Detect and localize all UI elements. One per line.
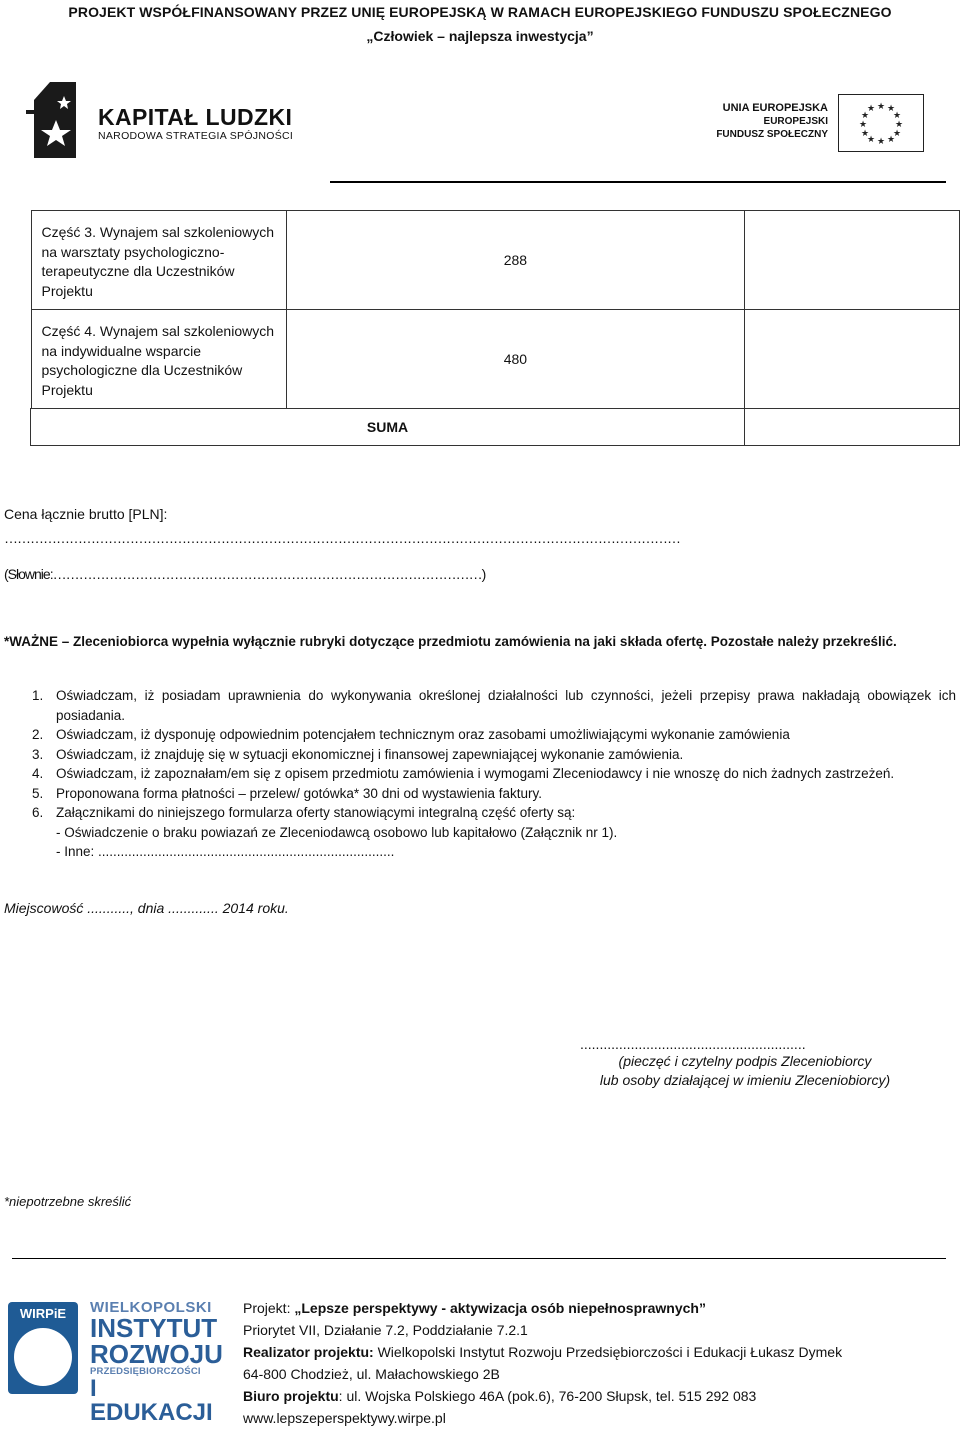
declaration-text: Oświadczam, iż zapoznałam/em się z opisem przedmiotu zamówienia i wymogami Zleceniodawcy i nie wnoszę do nich żadnych zastrzeżeń. <box>56 766 895 781</box>
declaration-text: Załącznikami do niniejszego formularza oferty stanowiącymi integralną część oferty są: <box>56 805 576 820</box>
list-number: 6. <box>32 805 44 820</box>
svg-text:★: ★ <box>866 104 876 114</box>
sum-input-cell[interactable] <box>745 409 960 446</box>
part-hours-cell: 288 <box>286 211 744 310</box>
part-3-line-2: na warsztaty psychologiczno- <box>41 243 225 260</box>
wirpie-line-3: ROZWOJU <box>90 1339 223 1369</box>
project-prefix: Projekt: <box>243 1300 295 1316</box>
realizer-label: Realizator projektu: <box>243 1344 378 1360</box>
attachment-item: - Inne: ............................................................................... <box>56 844 395 859</box>
wirpie-line-1: WIELKOPOLSKI <box>90 1299 212 1316</box>
header-line-2: „Człowiek – najlepsza inwestycja” <box>366 28 594 44</box>
list-number: 5. <box>32 785 44 801</box>
wirpie-badge-text: WIRPiE <box>19 1306 67 1321</box>
svg-text:★: ★ <box>894 120 904 130</box>
warning-note <box>4 634 956 649</box>
part-4-line-4: Projektu <box>41 381 93 398</box>
office-label: Biuro projektu <box>243 1388 339 1404</box>
list-number: 4. <box>32 766 44 781</box>
svg-text:★: ★ <box>876 102 886 112</box>
declaration-text: Oświadczam, iż dysponuję odpowiednim potencjałem technicznym oraz zasobami umożliwiającymi wykonanie zamówienia <box>56 727 790 742</box>
table-row <box>31 310 960 409</box>
parts-table <box>30 210 960 446</box>
wirpie-line-4: PRZEDSIĘBIORCZOŚCI <box>90 1366 201 1377</box>
svg-text:★: ★ <box>892 129 902 139</box>
svg-text:★: ★ <box>860 111 870 121</box>
svg-text:★: ★ <box>858 120 868 130</box>
sum-label-cell: SUMA <box>31 409 745 446</box>
declaration-text: Oświadczam, iż znajduję się w sytuacji ekonomicznej i finansowej zapewniającej wykonanie zamówienia. <box>56 746 684 762</box>
eu-logo-line-2: EUROPEJSKI <box>763 116 828 127</box>
kapital-ludzki-title: KAPITAŁ LUDZKI <box>98 104 293 130</box>
header-divider <box>330 181 946 183</box>
warning-text: Zleceniobiorca wypełnia wyłącznie rubryki dotyczące przedmiotu zamówienia na jaki składa ofertę. Pozostałe należy przekreślić. <box>73 634 897 649</box>
part-description-cell <box>31 211 286 310</box>
list-number: 1. <box>32 688 44 703</box>
wirpie-line-2: INSTYTUT <box>90 1313 218 1343</box>
footer-website-link[interactable]: www.lepszeperspektywy.wirpe.pl <box>243 1410 446 1426</box>
list-item <box>4 784 956 804</box>
project-name: „Lepsze perspektywy - aktywizacja osób niepełnosprawnych” <box>294 1300 706 1316</box>
warning-prefix: *WAŻNE – <box>4 634 74 649</box>
realizer-name: Wielkopolski Instytut Rozwoju Przedsiębiorczości i Edukacji Łukasz Dymek <box>377 1344 843 1360</box>
list-item <box>4 745 956 765</box>
footer-project <box>243 1300 706 1316</box>
signature-caption-1: (pieczęć i czytelny podpis Zleceniobiorcy <box>618 1053 872 1069</box>
list-item <box>4 764 956 784</box>
table-row <box>31 409 960 446</box>
price-in-words: (Słownie:………………………………………………………………………………………) <box>4 566 486 582</box>
wirpie-badge-circle <box>14 1328 72 1386</box>
eu-logo-line-3: FUNDUSZ SPOŁECZNY <box>716 129 828 140</box>
signature-dots: .......................................................... <box>580 1036 806 1052</box>
eu-flag-icon <box>838 94 924 152</box>
svg-text:★: ★ <box>860 129 870 139</box>
part-description-cell <box>31 310 286 409</box>
office-address: : ul. Wojska Polskiego 46A (pok.6), 76-200 Słupsk, tel. 515 292 083 <box>338 1388 757 1404</box>
footer-divider <box>12 1258 946 1259</box>
part-4-line-2: na indywidualne wsparcie <box>41 342 202 359</box>
footer-office <box>243 1388 756 1404</box>
footer-realizer <box>243 1344 842 1360</box>
footer-priority: Priorytet VII, Działanie 7.2, Poddziałanie 7.2.1 <box>243 1322 528 1338</box>
list-number: 2. <box>32 727 44 742</box>
signature-caption-2: lub osoby działającej w imieniu Zleceniobiorcy) <box>599 1072 891 1088</box>
list-number: 3. <box>32 746 44 762</box>
svg-text:★: ★ <box>892 111 902 121</box>
svg-text:★: ★ <box>886 104 896 114</box>
price-input-cell[interactable] <box>745 211 960 310</box>
part-4-line-3: psychologiczne dla Uczestników <box>41 362 243 378</box>
svg-text:★: ★ <box>876 137 886 147</box>
part-4-line-1: Część 4. Wynajem sal szkoleniowych <box>41 323 275 339</box>
price-dots: ………………………………………………………………………………………………………………………………………… <box>4 530 680 546</box>
price-input-cell[interactable] <box>745 310 960 409</box>
wirpie-line-5: I EDUKACJI <box>90 1374 213 1426</box>
list-item <box>4 686 956 725</box>
wirpie-logo-text <box>90 1299 223 1426</box>
part-3-line-1: Część 3. Wynajem sal szkoleniowych <box>41 224 275 240</box>
eu-logo-line-1: UNIA EUROPEJSKA <box>722 102 828 114</box>
svg-text:★: ★ <box>866 135 876 145</box>
part-hours-cell: 480 <box>286 310 744 409</box>
declaration-text: Proponowana forma płatności – przelew/ gotówka* 30 dni od wystawienia faktury. <box>56 785 543 801</box>
list-item <box>4 725 956 745</box>
wirpie-badge-icon <box>8 1302 78 1394</box>
list-item <box>4 803 956 823</box>
part-3-line-3: terapeutyczne dla Uczestników <box>41 263 235 279</box>
declaration-text: Oświadczam, iż posiadam uprawnienia do wykonywania określonej działalności lub czynności, jeżeli przepisy prawa nakładają obowiązek ich posiadania. <box>56 688 956 723</box>
footer-address: 64-800 Chodzież, ul. Małachowskiego 2B <box>243 1366 500 1382</box>
footnote: *niepotrzebne skreślić <box>4 1194 132 1209</box>
attachment-item: - Oświadczenie o braku powiazań ze Zleceniodawcą osobowo lub kapitałowo (Załącznik nr 1). <box>56 824 618 840</box>
kapital-ludzki-emblem-icon <box>26 80 82 160</box>
declarations-list <box>4 686 956 862</box>
place-date-line: Miejscowość ..........., dnia ............. 2014 roku. <box>4 900 289 916</box>
price-label: Cena łącznie brutto [PLN]: <box>4 506 168 522</box>
table-row <box>31 211 960 310</box>
header-line-1: PROJEKT WSPÓŁFINANSOWANY PRZEZ UNIĘ EUROPEJSKĄ W RAMACH EUROPEJSKIEGO FUNDUSZU SPOŁECZNEGO <box>68 4 892 20</box>
kapital-ludzki-subtitle: NARODOWA STRATEGIA SPÓJNOŚCI <box>98 130 294 142</box>
svg-text:★: ★ <box>886 135 896 145</box>
part-3-line-4: Projektu <box>41 282 93 299</box>
